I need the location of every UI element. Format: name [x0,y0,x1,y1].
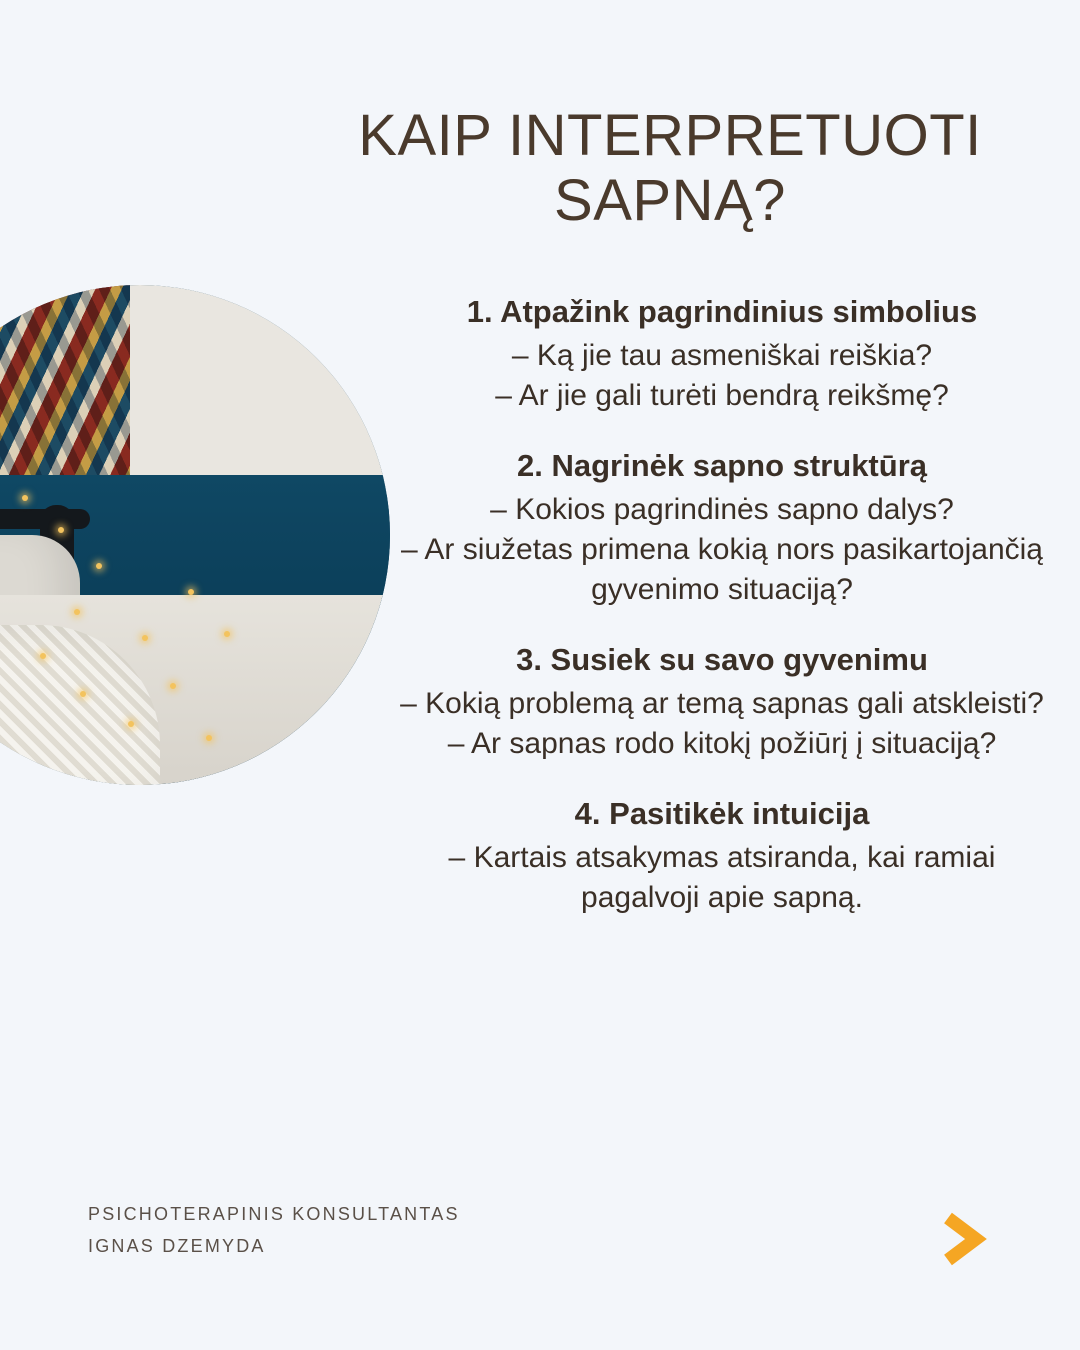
step-item [398,640,1046,764]
step-line: – Kokios pagrindinės sapno dalys? [490,493,954,527]
step-line: – Ką jie tau asmeniškai reiškia? [511,339,933,373]
footer-line-2: IGNAS DZEMYDA [88,1235,266,1256]
step-line: – Kokią problemą ar temą sapnas gali atskleisti? [400,687,1044,721]
step-item [398,292,1046,416]
step-line: – Ar siužetas primena kokią nors pasikartojančią gyvenimo situaciją? [401,533,1043,607]
step-item [398,446,1046,610]
page-title: KAIP INTERPRETUOTI SAPNĄ? [358,103,982,233]
step-line: – Ar jie gali turėti bendrą reikšmę? [495,379,949,413]
step-item [398,794,1046,918]
photo-inner [0,285,390,785]
footer-credit [88,1199,460,1262]
chevron-right-icon[interactable] [930,1208,992,1270]
step-heading: 2. Nagrinėk sapno struktūrą [516,448,927,484]
steps-list [398,292,1046,918]
step-heading: 1. Atpažink pagrindinius simbolius [466,294,978,329]
footer-line-1: PSICHOTERAPINIS KONSULTANTAS [88,1204,460,1224]
step-heading: 4. Pasitikėk intuicija [574,796,870,832]
bedroom-photo [0,285,390,785]
step-line: – Ar sapnas rodo kitokį požiūrį į situaciją? [447,727,997,761]
step-line: – Kartais atsakymas atsiranda, kai ramiai pagalvoji apie sapną. [448,841,996,915]
next-button[interactable] [928,1206,994,1272]
photo-string-lights [10,485,270,775]
step-heading: 3. Susiek su savo gyvenimu [516,642,928,678]
